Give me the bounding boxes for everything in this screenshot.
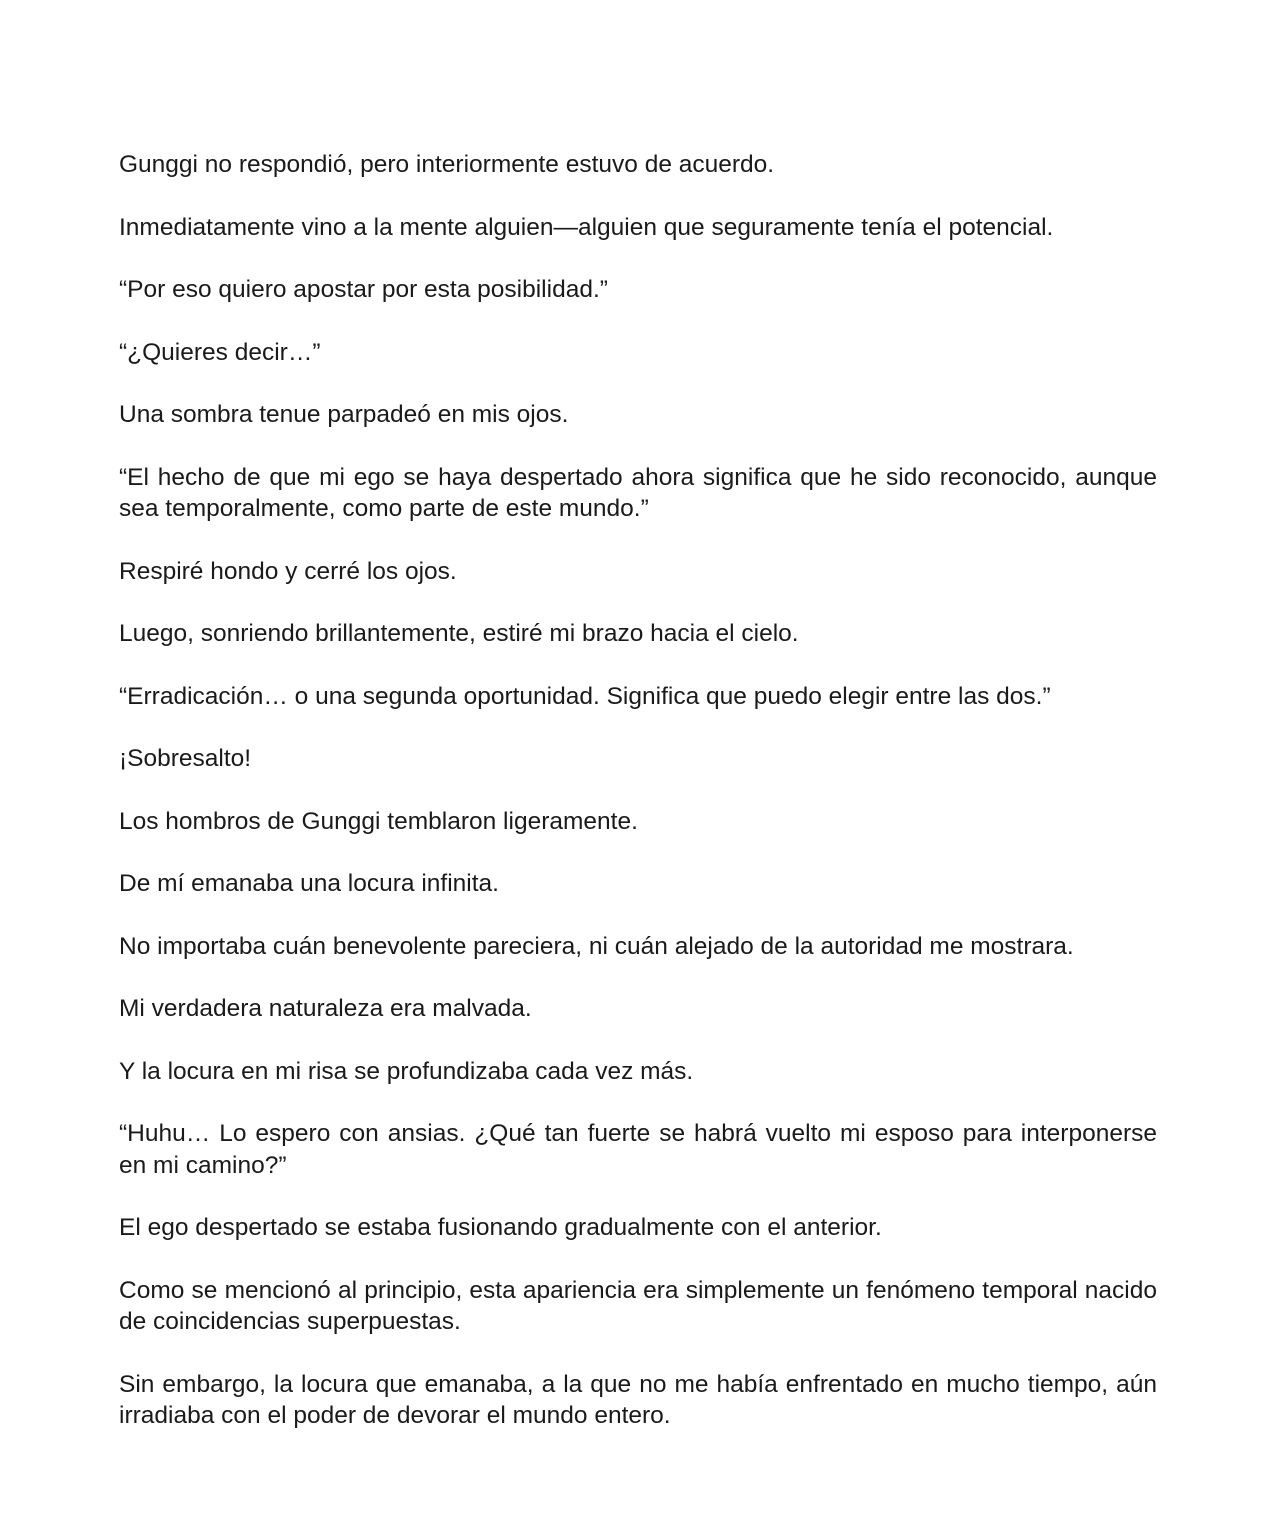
paragraph: De mí emanaba una locura infinita. <box>119 870 499 897</box>
paragraph: ¡Sobresalto! <box>119 745 252 772</box>
paragraph: “Huhu… Lo espero con ansias. ¿Qué tan fuerte se habrá vuelto mi esposo para interponerse en mi camino?” <box>119 1120 1157 1179</box>
paragraph: Y la locura en mi risa se profundizaba cada vez más. <box>119 1057 694 1085</box>
paragraph: Luego, sonriendo brillantemente, estiré mi brazo hacia el cielo. <box>119 620 799 647</box>
paragraph: “Erradicación… o una segunda oportunidad. Significa que puedo elegir entre las dos.” <box>119 682 1051 710</box>
paragraph: Sin embargo, la locura que emanaba, a la que no me había enfrentado en mucho tiempo, aún irradiaba con el poder de devorar el mundo entero. <box>119 1370 1157 1429</box>
paragraph: Respiré hondo y cerré los ojos. <box>119 557 457 585</box>
paragraph: “Por eso quiero apostar por esta posibilidad.” <box>119 276 608 303</box>
paragraph: Gunggi no respondió, pero interiormente estuvo de acuerdo. <box>119 151 775 178</box>
paragraph: El ego despertado se estaba fusionando gradualmente con el anterior. <box>119 1214 882 1241</box>
paragraph: Una sombra tenue parpadeó en mis ojos. <box>119 401 569 428</box>
paragraph: “¿Quieres decir…” <box>119 338 321 366</box>
paragraph: Mi verdadera naturaleza era malvada. <box>119 995 532 1022</box>
paragraph: Inmediatamente vino a la mente alguien—alguien que seguramente tenía el potencial. <box>119 213 1054 241</box>
paragraph: Los hombros de Gunggi temblaron ligeramente. <box>119 807 638 835</box>
paragraph: “El hecho de que mi ego se haya despertado ahora significa que he sido reconocido, aunque sea temporalmente, como parte de este mundo.” <box>119 463 1157 522</box>
text-column <box>119 149 1157 1463</box>
paragraph: No importaba cuán benevolente pareciera, ni cuán alejado de la autoridad me mostrara. <box>119 932 1074 960</box>
paragraph: Como se mencionó al principio, esta apariencia era simplemente un fenómeno temporal nacido de coincidencias superpuestas. <box>119 1276 1157 1335</box>
